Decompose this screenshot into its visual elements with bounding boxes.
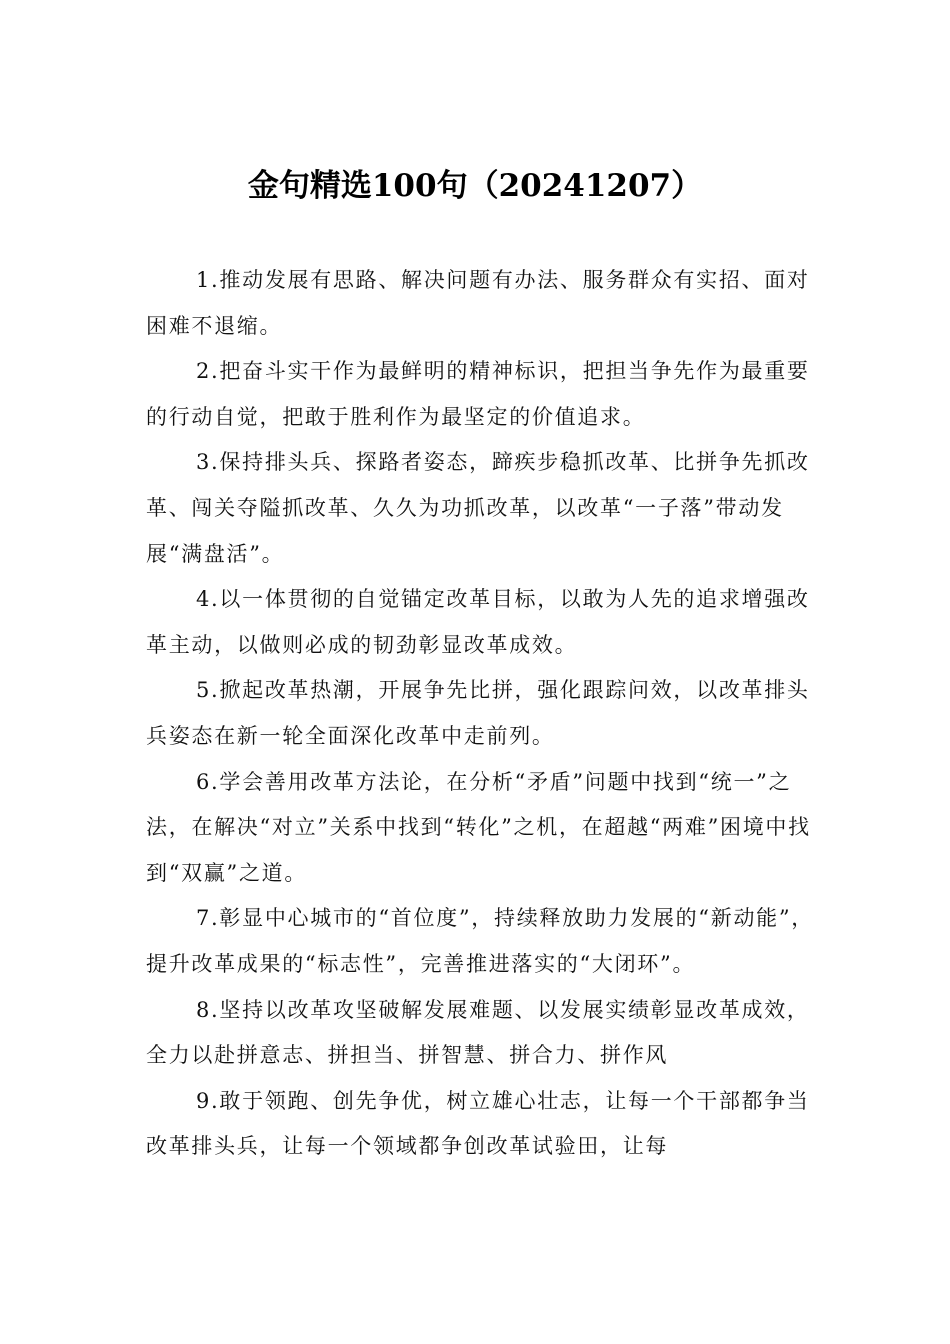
paragraph-1: 1.推动发展有思路、解决问题有办法、服务群众有实招、面对困难不退缩。 bbox=[146, 268, 810, 338]
paragraph-5: 5.掀起改革热潮，开展争先比拼，强化跟踪问效，以改革排头兵姿态在新一轮全面深化改革中走前列。 bbox=[146, 678, 810, 748]
paragraph-2: 2.把奋斗实干作为最鲜明的精神标识，把担当争先作为最重要的行动自觉，把敢于胜利作为最坚定的价值追求。 bbox=[146, 359, 810, 429]
paragraph-4: 4.以一体贯彻的自觉锚定改革目标，以敢为人先的追求增强改革主动，以做则必成的韧劲彰显改革成效。 bbox=[146, 587, 810, 657]
paragraph-3: 3.保持排头兵、探路者姿态，蹄疾步稳抓改革、比拼争先抓改革、闯关夺隘抓改革、久久为功抓改革，以改革“一子落”带动发展“满盘活”。 bbox=[146, 450, 810, 566]
paragraph-7: 7.彰显中心城市的“首位度”，持续释放助力发展的“新动能”，提升改革成果的“标志性”，完善推进落实的“大闭环”。 bbox=[146, 906, 814, 976]
paragraph-6: 6.学会善用改革方法论，在分析“矛盾”问题中找到“统一”之法，在解决“对立”关系中找到“转化”之机，在超越“两难”困境中找到“双赢”之道。 bbox=[146, 769, 811, 885]
document-title: 金句精选100句（20241207） bbox=[247, 168, 703, 204]
paragraph-9: 9.敢于领跑、创先争优，树立雄心壮志，让每一个干部都争当改革排头兵，让每一个领域都争创改革试验田，让每 bbox=[146, 1088, 810, 1159]
document-body bbox=[146, 258, 826, 1170]
paragraph-8: 8.坚持以改革攻坚破解发展难题、以发展实绩彰显改革成效，全力以赴拼意志、拼担当、拼智慧、拼合力、拼作风 bbox=[146, 997, 810, 1068]
